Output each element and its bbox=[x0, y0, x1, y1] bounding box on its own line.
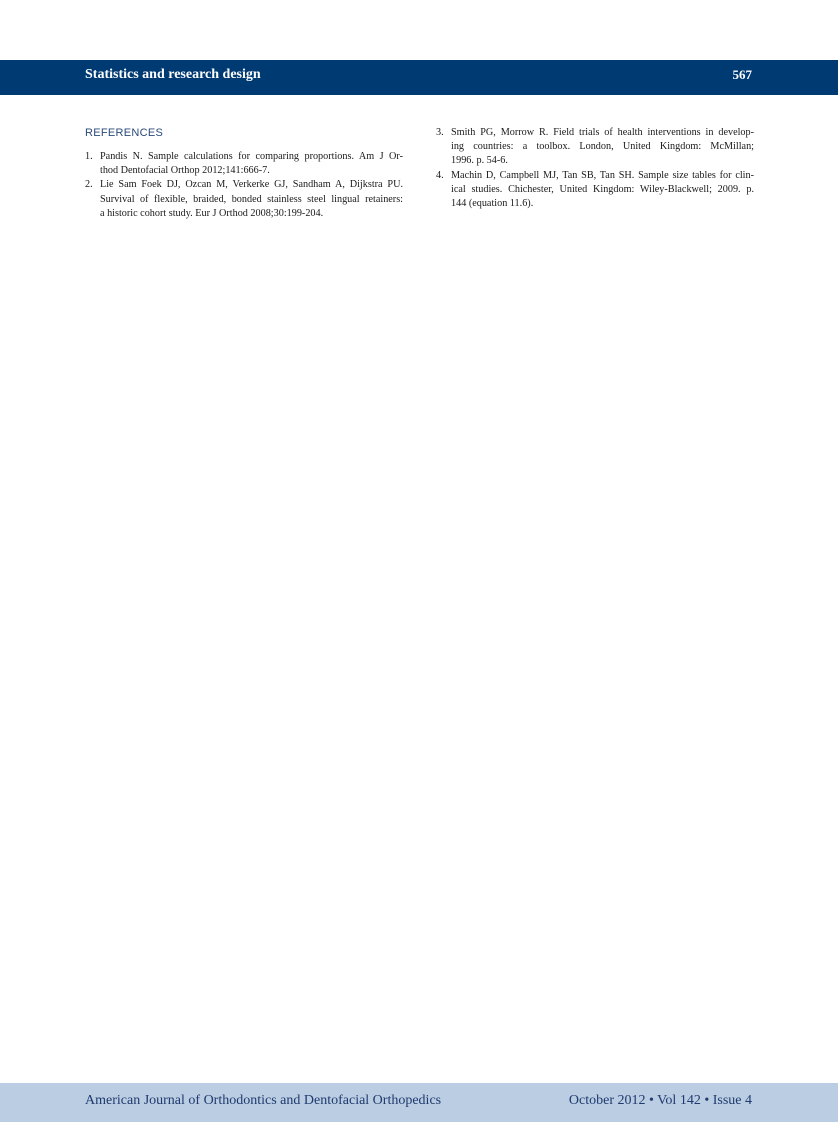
section-title: Statistics and research design bbox=[85, 67, 261, 82]
reference-item bbox=[436, 126, 754, 169]
reference-line: Survival of flexible, braided, bonded stainless steel lingual retainers: bbox=[100, 193, 403, 205]
issue-info: October 2012 • Vol 142 • Issue 4 bbox=[568, 1093, 752, 1108]
reference-number: 1. bbox=[85, 151, 93, 162]
running-footer bbox=[0, 1083, 838, 1122]
reference-line: Lie Sam Foek DJ, Ozcan M, Verkerke GJ, Sandham A, Dijkstra PU. bbox=[100, 179, 403, 191]
reference-item bbox=[85, 178, 403, 221]
reference-line: Machin D, Campbell MJ, Tan SB, Tan SH. Sample size tables for clin- bbox=[451, 169, 754, 181]
reference-item bbox=[436, 169, 754, 212]
reference-line: a historic cohort study. Eur J Orthod 2008;30:199-204. bbox=[100, 207, 324, 219]
reference-number: 4. bbox=[436, 169, 444, 181]
reference-line: ical studies. Chichester, United Kingdom: Wiley-Blackwell; 2009. p. bbox=[451, 183, 754, 195]
reference-number: 3. bbox=[436, 127, 444, 138]
reference-line: Smith PG, Morrow R. Field trials of health interventions in develop- bbox=[451, 127, 754, 138]
references-column-left bbox=[85, 150, 403, 221]
reference-line: thod Dentofacial Orthop 2012;141:666-7. bbox=[100, 165, 270, 177]
page-number: 567 bbox=[732, 67, 752, 82]
reference-line: 1996. p. 54-6. bbox=[451, 155, 508, 167]
reference-line: ing countries: a toolbox. London, United Kingdom: McMillan; bbox=[451, 141, 754, 153]
reference-item bbox=[85, 150, 403, 178]
reference-number: 2. bbox=[85, 179, 93, 191]
references-heading: REFERENCES bbox=[85, 127, 164, 139]
reference-line: 144 (equation 11.6). bbox=[451, 198, 534, 210]
references-column-right bbox=[436, 126, 754, 211]
reference-line: Pandis N. Sample calculations for comparing proportions. Am J Or- bbox=[100, 151, 403, 162]
running-header bbox=[0, 60, 838, 95]
journal-name: American Journal of Orthodontics and Dentofacial Orthopedics bbox=[85, 1093, 442, 1108]
